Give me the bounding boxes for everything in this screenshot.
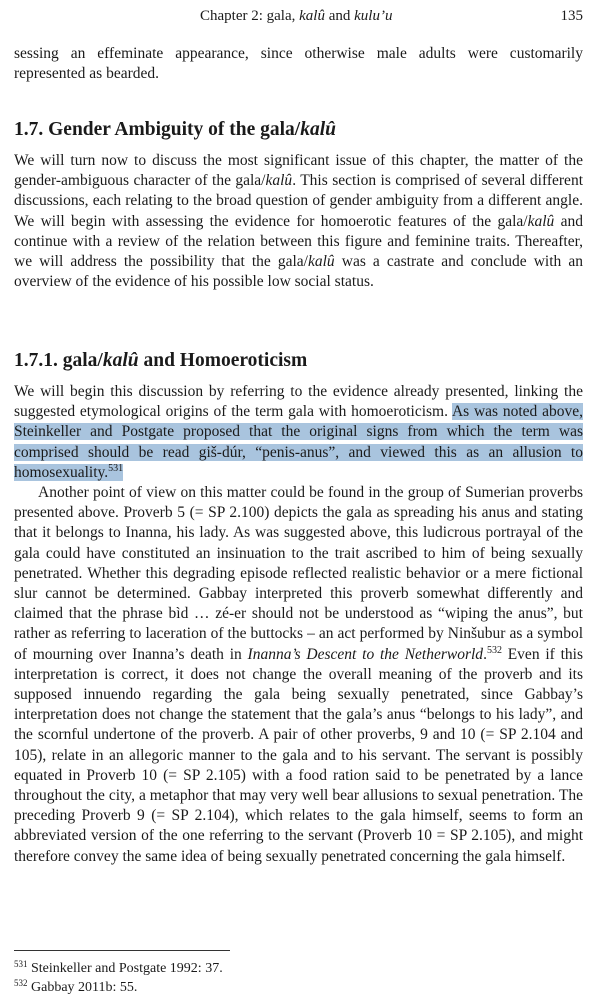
footnote-531: $^{531}$ Steinkeller and Postgate 1992: 37. — [14, 959, 223, 976]
footnote-ref-531[interactable]: 531 — [108, 462, 124, 474]
page-number: 135 — [560, 8, 583, 24]
running-header — [14, 8, 584, 26]
footnote-divider — [14, 950, 230, 951]
intro-paragraph: sessing an effeminate appearance, since otherwise male adults were customarily represented as bearded. — [14, 45, 583, 83]
section-heading-1-7: 1.7. Gender Ambiguity of the gala/kalû — [14, 119, 336, 140]
chapter-title: Chapter 2: gala, kalû and kulu’u — [200, 8, 393, 24]
paragraph-proverbs: Another point of view on this matter could be found in the group of Sumerian proverbs presented above. Proverb 5 (= SP 2.100) depicts the gala as spreading his anus and stating that it belongs to Inanna, his lady. As was suggested above, this ludicrous portrayal of the gala could have constituted an insinuation to the trait ascribed to him of being sexually penetrated. Whether this degrading episode reflected realistic behavior or a mere fictional slur cannot be determined. Gabbay interpreted this proverb somewhat differently and claimed that the phrase bìd … zé-er should not be understood as “wiping the anus”, but rather as referring to laceration of the buttocks – an act performed by Ninšubur as a symbol of mourning over Inanna’s death in Inanna’s Descent to the Netherworld.$^{532}$ Even if this interpretation is correct, it does not change the overall meaning of the proverb and its supposed innuendo regarding the gala being sexually penetrated, since Gabbay’s interpretation does not change the statement that the gala’s anus “belongs to his lady”, and the scornful undertone of the proverb. A pair of other proverbs, 9 and 10 (= SP 2.104 and 105), relate in an allegoric manner to the gala and to his servant. The servant is possibly equated in Proverb 10 (= SP 2.105) with a food ration said to be penetrated by a lance throughout the city, a metaphor that may very well bear allusions to sexual penetration. The preceding Proverb 9 (= SP 2.104), which relates to the gala himself, seems to form an abbreviated version of the one referring to the servant (Proverb 10 = SP 2.105), and might therefore convey the same idea of being sexually penetrated concerning the gala himself. — [14, 484, 583, 865]
paragraph-etymology: We will begin this discussion by referring to the evidence already presented, linking the suggested etymological origins of the term gala with homoeroticism. As was noted above, Steinkeller and Postgate proposed that the original signs from which the term was comprised should be read giš-dúr, “penis-anus”, and viewed this as an allusion to homosexuality.$^{531}$ — [14, 383, 583, 481]
section-heading-1-7-1: 1.7.1. gala/kalû and Homoeroticism — [14, 350, 308, 371]
section-1-7-paragraph: We will turn now to discuss the most significant issue of this chapter, the matter of the gender-ambiguous character of the gala/kalû. This section is comprised of several different discussions, each relating to the broad question of gender ambiguity from a different angle. We will begin with assessing the evidence for homoerotic features of the gala/kalû and continue with a review of the relation between this figure and feminine traits. Thereafter, we will address the possibility that the gala/kalû was a castrate and conclude with an overview of the evidence of his possible low social status. — [14, 152, 583, 291]
footnote-532: $^{532}$ Gabbay 2011b: 55. — [14, 978, 138, 995]
footnote-ref-532[interactable]: 532 — [486, 644, 502, 656]
section-1-7-1-body — [14, 382, 583, 867]
highlighted-text-selection[interactable]: As was noted above, Steinkeller and Postgate proposed that the original signs from which the term was comprised should be read giš-dúr, “penis-anus”, and viewed this as an allusion to homosexuality.$^{531}$ — [14, 403, 583, 481]
